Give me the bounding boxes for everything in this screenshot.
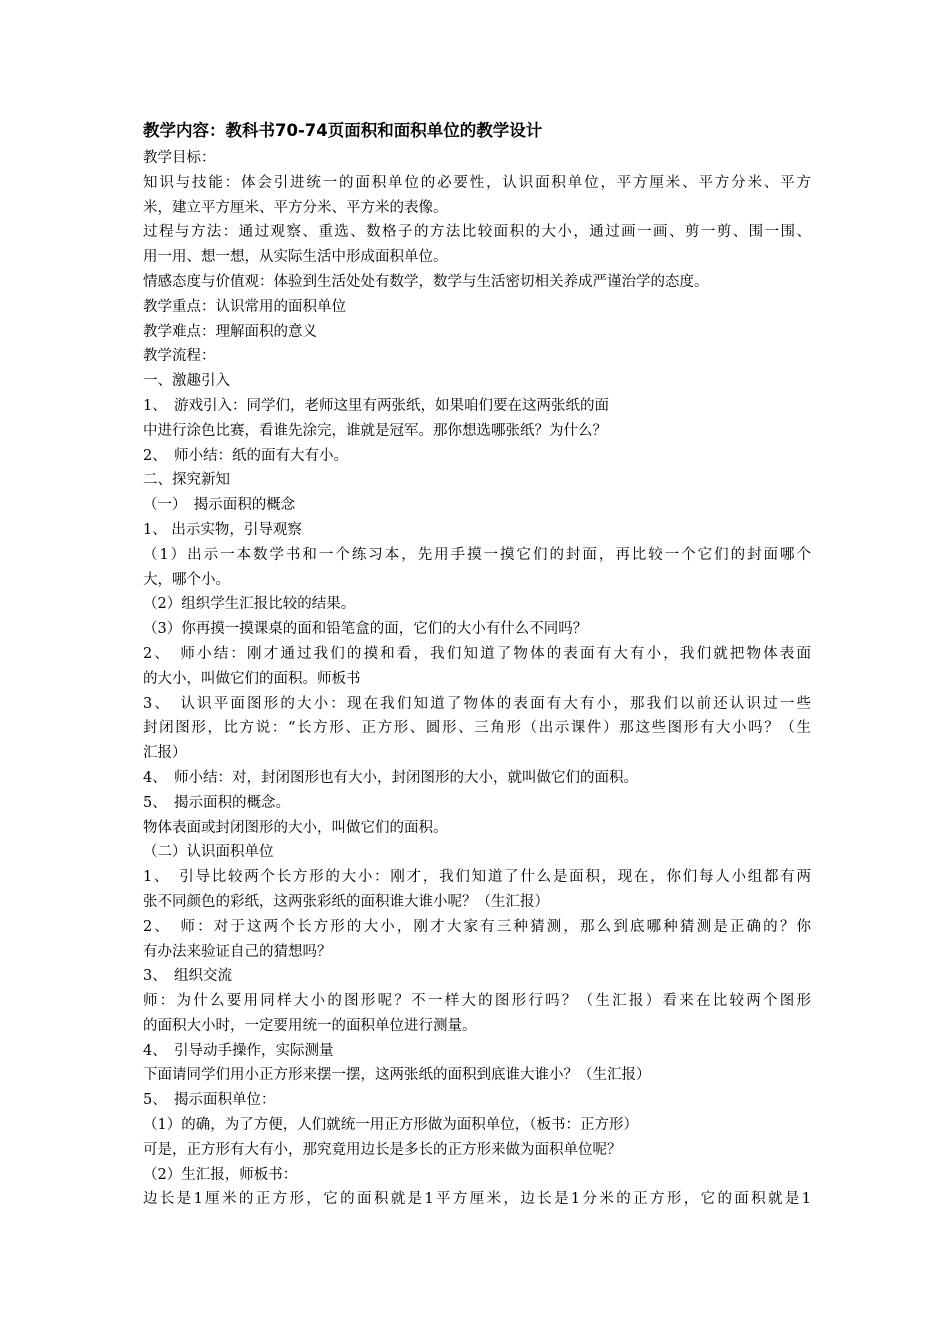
text-line: 用一用、想一想，从实际生活中形成面积单位。 xyxy=(143,249,448,266)
document-body xyxy=(143,146,811,1212)
text-line: 米，建立平方厘米、平方分米、平方米的表像。 xyxy=(143,199,448,216)
text-line: 二、探究新知 xyxy=(143,472,230,489)
text-line: 5、 揭示面积的概念。 xyxy=(143,794,290,811)
text-line: 教学目标： xyxy=(143,150,216,166)
text-line: 封闭图形，比方说：“长方形、正方形、圆形、三角形（出示课件）那这些图形有大小吗？（生 xyxy=(143,720,811,737)
text-line: （3）你再摸一摸课桌的面和铅笔盒的面，它们的大小有什么不同吗？ xyxy=(143,621,588,638)
text-line: 1、 出示实物，引导观察 xyxy=(143,521,302,538)
text-line: 3、 组织交流 xyxy=(143,968,232,985)
text-line: 5、 揭示面积单位： xyxy=(143,1092,276,1109)
text-line: （二）认识面积单位 xyxy=(143,844,274,861)
text-line: 的大小，叫做它们的面积。师板书 xyxy=(143,670,361,687)
text-line: （2）组织学生汇报比较的结果。 xyxy=(143,596,356,613)
text-line: 1、 引导比较两个长方形的大小：刚才，我们知道了什么是面积，现在，你们每人小组都有两 xyxy=(143,869,811,886)
text-line: 3、 认识平面图形的大小：现在我们知道了物体的表面有大有小，那我们以前还认识过一些 xyxy=(143,695,811,712)
text-line: 情感态度与价值观：体验到生活处处有数学，数学与生活密切相关养成严谨治学的态度。 xyxy=(143,273,709,290)
text-line: 物体表面或封闭图形的大小，叫做它们的面积。 xyxy=(143,819,448,836)
document-page xyxy=(143,118,811,1212)
text-line: （1）的确，为了方便，人们就统一用正方形做为面积单位，（板书：正方形） xyxy=(143,1117,638,1134)
text-line: 一、激趣引入 xyxy=(143,373,230,390)
text-line: 张不同颜色的彩纸，这两张彩纸的面积谁大谁小呢？（生汇报） xyxy=(143,893,549,910)
text-line: （1）出示一本数学书和一个练习本，先用手摸一摸它们的封面，再比较一个它们的封面哪个 xyxy=(143,546,811,563)
text-line: 大，哪个小。 xyxy=(143,571,230,588)
text-line: 有办法来验证自己的猜想吗？ xyxy=(143,943,332,960)
text-line: 师：为什么要用同样大小的图形呢？不一样大的图形行吗？（生汇报）看来在比较两个图形 xyxy=(143,993,811,1010)
text-line: 边长是1厘米的正方形，它的面积就是1平方厘米，边长是1分米的正方形，它的面积就是1 xyxy=(143,1191,811,1208)
text-line: 4、 师小结：对，封闭图形也有大小，封闭图形的大小，就叫做它们的面积。 xyxy=(143,769,638,786)
text-line: 教学流程： xyxy=(143,348,216,365)
text-line: 1、 游戏引入：同学们，老师这里有两张纸，如果咱们要在这两张纸的面 xyxy=(143,397,609,414)
text-line: 知识与技能：体会引进统一的面积单位的必要性，认识面积单位，平方厘米、平方分米、平方 xyxy=(143,174,811,191)
text-line: 下面请同学们用小正方形来摆一摆，这两张纸的面积到底谁大谁小？（生汇报） xyxy=(143,1067,651,1084)
text-line: 2、 师：对于这两个长方形的大小，刚才大家有三种猜测，那么到底哪种猜测是正确的？你 xyxy=(143,918,811,935)
text-line: 中进行涂色比赛，看谁先涂完，谁就是冠军。那你想选哪张纸？为什么？ xyxy=(143,422,607,439)
text-line: 教学难点：理解面积的意义 xyxy=(143,323,317,340)
text-line: 2、 师小结：纸的面有大有小。 xyxy=(143,447,348,464)
text-line: 4、 引导动手操作，实际测量 xyxy=(143,1042,334,1059)
text-line: 2、 师小结：刚才通过我们的摸和看，我们知道了物体的表面有大有小，我们就把物体表面 xyxy=(143,645,811,662)
text-line: （一） 揭示面积的概念 xyxy=(143,497,296,514)
document-title: 教学内容：教科书70-74页面积和面积单位的教学设计 xyxy=(143,121,543,140)
text-line: 教学重点：认识常用的面积单位 xyxy=(143,298,346,315)
text-line: 的面积大小时，一定要用统一的面积单位进行测量。 xyxy=(143,1017,477,1034)
text-line: 过程与方法：通过观察、重选、数格子的方法比较面积的大小，通过画一画、剪一剪、围一围、 xyxy=(143,224,811,241)
text-line: （2）生汇报，师板书： xyxy=(143,1166,298,1183)
text-line: 汇报） xyxy=(143,745,187,762)
text-line: 可是，正方形有大有小，那究竟用边长是多长的正方形来做为面积单位呢？ xyxy=(143,1141,622,1158)
